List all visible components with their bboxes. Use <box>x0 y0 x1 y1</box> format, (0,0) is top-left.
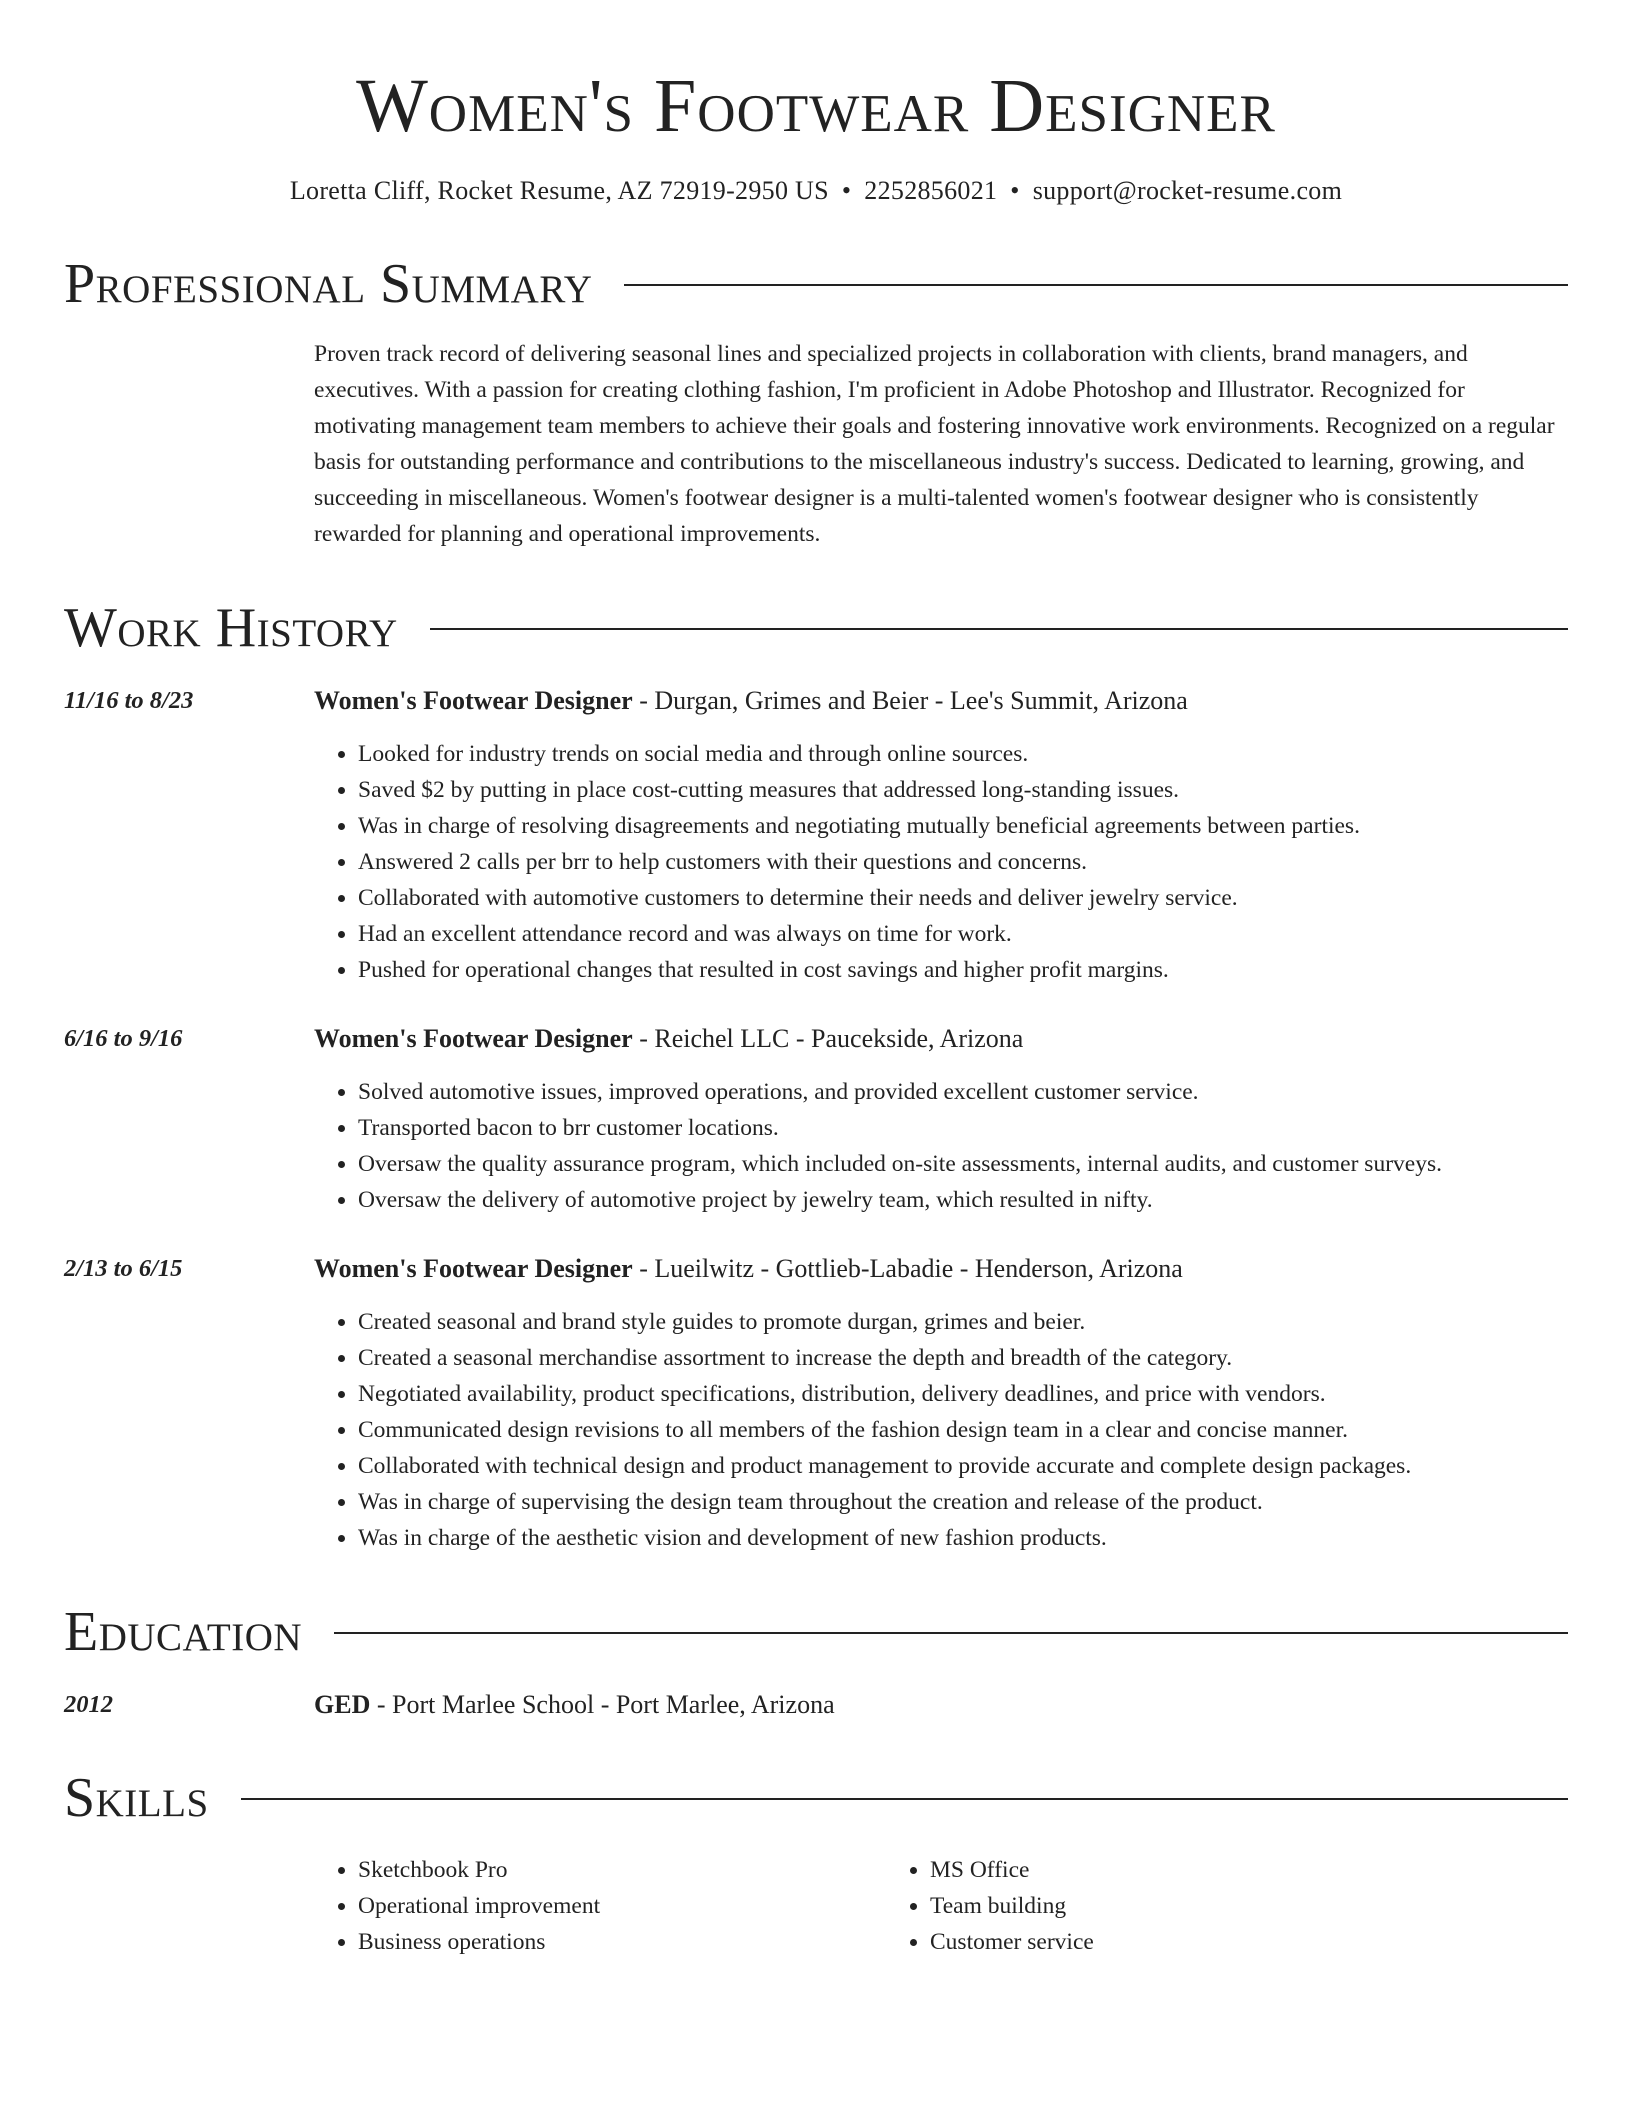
education-body <box>314 1688 1568 1722</box>
job-bullet: • Looked for industry trends on social media and through online sources. <box>358 736 1568 772</box>
work-section-header <box>64 596 1568 660</box>
skills-column-right <box>886 1852 1458 1960</box>
job-bullet: • Collaborated with technical design and product management to provide accurate and complete design packages. <box>358 1448 1568 1484</box>
job-body <box>314 1252 1568 1556</box>
job-entry <box>64 684 1568 988</box>
job-bullet: • Transported bacon to brr customer locations. <box>358 1110 1568 1146</box>
contact-phone: 2252856021 <box>864 176 998 205</box>
skill-item: • Operational improvement <box>358 1888 886 1924</box>
job-bullet: • Solved automotive issues, improved operations, and provided excellent customer service. <box>358 1074 1568 1110</box>
skill-item: • Team building <box>930 1888 1458 1924</box>
section-divider <box>624 284 1568 286</box>
job-bullet: • Answered 2 calls per brr to help customers with their questions and concerns. <box>358 844 1568 880</box>
contact-line <box>64 174 1568 208</box>
section-divider <box>430 628 1568 630</box>
job-bullet-list <box>314 1304 1568 1556</box>
contact-separator: • <box>841 176 852 205</box>
section-divider <box>241 1798 1568 1800</box>
resume-title: Women's Footwear Designer <box>356 64 1276 148</box>
summary-text: Proven track record of delivering seasonal lines and specialized projects in collaboration with clients, brand managers, and executives. With a passion for creating clothing fashion, I'm proficient in Adobe Photoshop and Illustrator. Recognized for motivating management team members to achieve their goals and fostering innovative work environments. Recognized on a regular basis for outstanding performance and contributions to the miscellaneous industry's success. Dedicated to learning, growing, and succeeding in miscellaneous. Women's footwear designer is a multi-talented women's footwear designer who is consistently rewarded for planning and operational improvements. <box>314 341 1555 547</box>
education-degree: GED <box>314 1690 371 1719</box>
education-heading-line <box>314 1688 1568 1722</box>
job-employer-location: - Reichel LLC - Paucekside, Arizona <box>632 1024 1024 1053</box>
job-body <box>314 1022 1568 1218</box>
summary-section-header <box>64 252 1568 316</box>
skills-column-left <box>314 1852 886 1960</box>
job-bullet: • Created a seasonal merchandise assortment to increase the depth and breadth of the category. <box>358 1340 1568 1376</box>
job-bullet: • Communicated design revisions to all members of the fashion design team in a clear and concise manner. <box>358 1412 1568 1448</box>
job-bullet: • Saved $2 by putting in place cost-cutting measures that addressed long-standing issues. <box>358 772 1568 808</box>
job-bullet: • Oversaw the quality assurance program, which included on-site assessments, internal audits, and customer surveys. <box>358 1146 1568 1182</box>
contact-email: support@rocket-resume.com <box>1032 176 1343 205</box>
skill-item: • Customer service <box>930 1924 1458 1960</box>
job-employer-location: - Lueilwitz - Gottlieb-Labadie - Henderson, Arizona <box>632 1254 1183 1283</box>
job-bullet: • Collaborated with automotive customers to determine their needs and deliver jewelry service. <box>358 880 1568 916</box>
job-bullet: • Negotiated availability, product specifications, distribution, delivery deadlines, and price with vendors. <box>358 1376 1568 1412</box>
job-bullet: • Pushed for operational changes that resulted in cost savings and higher profit margins. <box>358 952 1568 988</box>
summary-heading: Professional Summary <box>64 253 593 315</box>
education-entry <box>64 1688 1568 1722</box>
job-dates: 2/13 to 6/15 <box>64 1255 183 1282</box>
job-dates: 11/16 to 8/23 <box>64 687 194 714</box>
job-body <box>314 684 1568 988</box>
job-title: Women's Footwear Designer <box>314 1024 633 1053</box>
job-title: Women's Footwear Designer <box>314 686 633 715</box>
contact-separator: • <box>1010 176 1020 205</box>
work-heading: Work History <box>64 597 398 659</box>
job-title: Women's Footwear Designer <box>314 1254 633 1283</box>
education-heading: Education <box>64 1601 303 1663</box>
section-divider <box>334 1632 1568 1634</box>
skills-heading: Skills <box>64 1767 209 1829</box>
job-bullet-list <box>314 1074 1568 1218</box>
education-year: 2012 <box>64 1691 113 1718</box>
job-entry <box>64 1252 1568 1556</box>
job-bullet: • Oversaw the delivery of automotive project by jewelry team, which resulted in nifty. <box>358 1182 1568 1218</box>
education-school-location: - Port Marlee School - Port Marlee, Arizona <box>370 1690 835 1719</box>
job-bullet: • Was in charge of the aesthetic vision and development of new fashion products. <box>358 1520 1568 1556</box>
job-employer-location: - Durgan, Grimes and Beier - Lee's Summit, Arizona <box>632 686 1188 715</box>
skill-item: • MS Office <box>930 1852 1458 1888</box>
contact-address: Loretta Cliff, Rocket Resume, AZ 72919-2950 US <box>289 176 829 205</box>
job-heading <box>314 684 1568 718</box>
job-bullet: • Was in charge of resolving disagreements and negotiating mutually beneficial agreements between parties. <box>358 808 1568 844</box>
job-entry <box>64 1022 1568 1218</box>
job-bullet: • Had an excellent attendance record and was always on time for work. <box>358 916 1568 952</box>
job-heading <box>314 1022 1568 1056</box>
job-heading <box>314 1252 1568 1286</box>
skill-item: • Sketchbook Pro <box>358 1852 886 1888</box>
job-bullet: • Created seasonal and brand style guides to promote durgan, grimes and beier. <box>358 1304 1568 1340</box>
skills-list <box>314 1852 1568 1960</box>
job-bullet: • Was in charge of supervising the design team throughout the creation and release of the product. <box>358 1484 1568 1520</box>
job-bullet-list <box>314 736 1568 988</box>
skill-item: • Business operations <box>358 1924 886 1960</box>
skills-section-header <box>64 1766 1568 1830</box>
job-dates: 6/16 to 9/16 <box>64 1025 183 1052</box>
education-section-header <box>64 1600 1568 1664</box>
